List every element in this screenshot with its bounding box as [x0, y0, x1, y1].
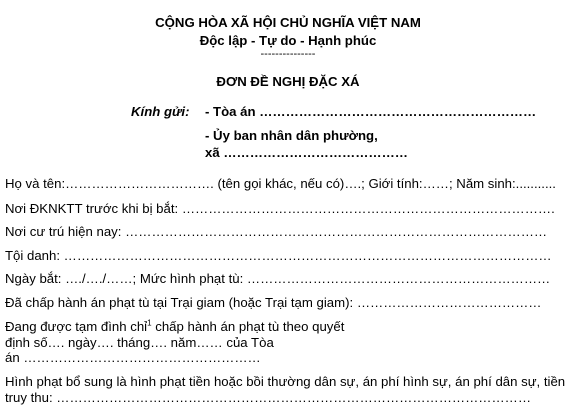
addressee-court: - Tòa án ……………………………………………………… — [205, 104, 537, 119]
field-current-residence: Nơi cư trú hiện nay: …………………………………………………………………………………… — [5, 224, 548, 239]
country-heading: CỘNG HÒA XÃ HỘI CHỦ NGHĨA VIỆT NAM — [155, 15, 421, 30]
field-supplementary-penalty-line2: truy thu: ……………………………………………………………………………………………… — [5, 390, 532, 405]
field-suspension-line1 — [5, 319, 344, 334]
addressee-label: Kính gửi: — [131, 104, 190, 119]
field-name: Họ và tên:……………………………. (tên gọi khác, nếu có)….; Giới tính:……; Năm sinh:........... — [5, 176, 556, 191]
field-residence-before-arrest: Nơi ĐKNKTT trước khi bị bắt: …………………………………………………………………………. — [5, 201, 555, 216]
suspension-text: Đang được tạm đình chỉ — [5, 319, 148, 334]
motto: Độc lập - Tự do - Hạnh phúc — [199, 33, 377, 48]
field-served-location: Đã chấp hành án phạt tù tại Trại giam (hoặc Trại tạm giam): …………………………………… — [5, 295, 542, 310]
field-crime: Tội danh: ………………………………………………………………………………………………… — [5, 248, 552, 263]
field-suspension-line3: án ……………………………………………… — [5, 350, 261, 365]
field-supplementary-penalty-line1: Hình phạt bổ sung là hình phạt tiền hoặc bồi thường dân sự, án phí hình sự, án phí dân sự, tiền — [5, 374, 566, 389]
form-title: ĐƠN ĐỀ NGHỊ ĐẶC XÁ — [216, 74, 360, 89]
addressee-commune: xã …………………………………… — [205, 145, 408, 160]
motto-divider: --------------- — [260, 48, 316, 60]
field-arrest-date: Ngày bắt: …./…./……; Mức hình phạt tù: …………………………………………………………… — [5, 271, 551, 286]
suspension-text-rest: chấp hành án phạt tù theo quyết — [151, 319, 345, 334]
footnote-marker: 1 — [147, 318, 152, 328]
field-suspension-line2: định số…. ngày…. tháng…. năm…… của Tòa — [5, 335, 274, 350]
addressee-committee: - Ủy ban nhân dân phường, — [205, 128, 378, 143]
